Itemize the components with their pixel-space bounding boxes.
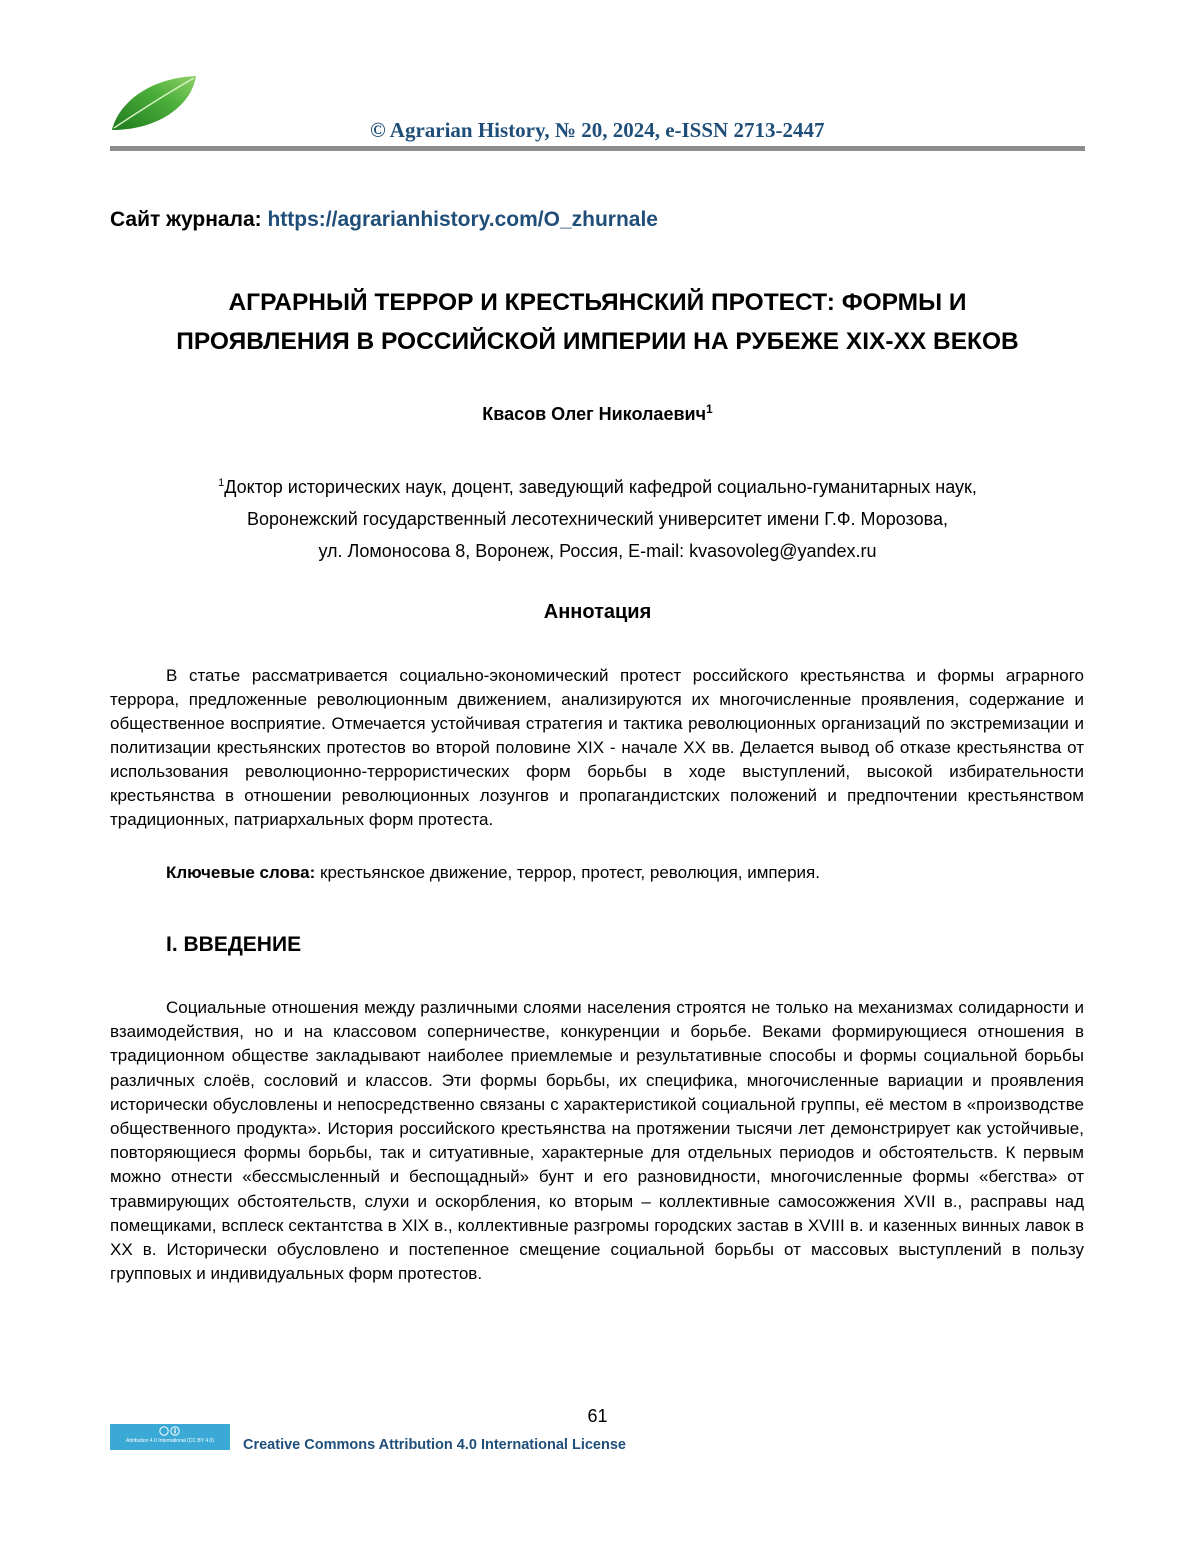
abstract-heading: Аннотация (543, 601, 652, 623)
affiliation-sup: 1 (218, 477, 225, 489)
header-divider (110, 146, 1085, 151)
section-heading: I. ВВЕДЕНИЕ (166, 933, 302, 956)
article-title (110, 283, 1085, 361)
author-name (110, 402, 1085, 425)
journal-header: © Agrarian History, № 20, 2024, e-ISSN 2713-2447 (370, 118, 825, 142)
affiliation-line-3: ул. Ломоносова 8, Воронеж, Россия, E-mail: kvasovoleg@yandex.ru (318, 541, 877, 561)
leaf-icon (108, 74, 200, 134)
keywords (166, 861, 1086, 885)
title-line-2: ПРОЯВЛЕНИЯ В РОССИЙСКОЙ ИМПЕРИИ НА РУБЕЖЕ XIX-XX ВЕКОВ (176, 328, 1019, 355)
keywords-label: Ключевые слова: (166, 863, 316, 882)
site-label: Сайт журнала: (110, 208, 262, 231)
affiliation-text-1: Доктор исторических наук, доцент, заведующий кафедрой социально-гуманитарных наук, (224, 477, 977, 497)
site-link[interactable]: https://agrarianhistory.com/O_zhurnale (267, 208, 658, 231)
author-text: Квасов Олег Николаевич (482, 404, 707, 424)
keywords-text: крестьянское движение, террор, протест, революция, империя. (315, 863, 820, 882)
badge-text: Attribution 4.0 International (CC BY 4.0) (125, 1438, 214, 1444)
body-paragraph: Социальные отношения между различными слоями населения строятся не только на механизмах солидарности и взаимодействия, но и на классовом соперничестве, конкуренции и борьбе. Веками формирующиеся отношения в традиционном обществе закладывают наиболее приемлемые и результативные способы и формы социальной борьбы различных слоёв, сословий и классов. Эти формы борьбы, их специфика, многочисленные вариации и проявления исторически обусловлены и непосредственно связаны с характеристикой социальной группы, её местом в «производстве общественного продукта». История российского крестьянства на протяжении тысячи лет демонстрирует как устойчивые, повторяющиеся формы борьбы, так и ситуативные, характерные для отдельных периодов и обстоятельств. К первым можно отнести «бессмысленный и беспощадный» бунт и его разновидности, многочисленные формы «бегства» от травмирующих обстоятельств, слухи и оскорбления, ко вторым – коллективные самосожжения XVII в., расправы над помещиками, всплеск сектантства в XIX в., коллективные разгромы городских застав в XVIII в. и казенных винных лавок в XX в. Исторически обусловлено и постепенное смещение социальной борьбы от массовых выступлений в пользу групповых и индивидуальных форм протестов. (110, 998, 1084, 1284)
affiliation-line-2: Воронежский государственный лесотехнический университет имени Г.Ф. Морозова, (246, 509, 949, 529)
journal-site-line (110, 208, 658, 232)
affiliation-line-1 (110, 467, 1085, 503)
license-link[interactable]: Creative Commons Attribution 4.0 International License (243, 1437, 626, 1453)
author-sup: 1 (706, 402, 713, 416)
cc-license-badge[interactable] (110, 1424, 230, 1450)
affiliation (110, 467, 1085, 567)
cc-by-icon (158, 1426, 182, 1436)
abstract-text: В статье рассматривается социально-экономический протест российского крестьянства и формы аграрного террора, предложенные революционным движением, анализируются их многочисленные проявления, содержание и общественное восприятие. Отмечается устойчивая стратегия и тактика революционных организаций по экстремизации и политизации крестьянских протестов во второй половине XIX - начале XX вв. Делается вывод об отказе крестьянства от использования революционно-террористических форм борьбы в ходе выступлений, высокой избирательности крестьянства в отношении революционных лозунгов и пропагандистских положений и предпочтении крестьянством традиционных, патриархальных форм протеста. (110, 666, 1084, 829)
page-number: 61 (587, 1406, 608, 1426)
title-line-1: АГРАРНЫЙ ТЕРРОР И КРЕСТЬЯНСКИЙ ПРОТЕСТ: ФОРМЫ И (228, 289, 967, 316)
